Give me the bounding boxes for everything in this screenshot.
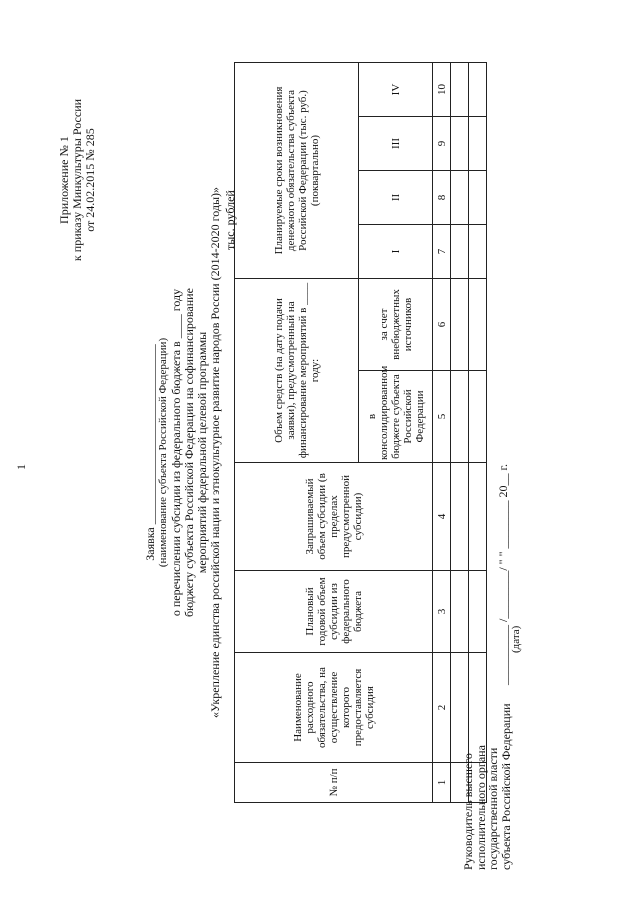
subheader-q1: I bbox=[359, 225, 433, 279]
col-number: 1 bbox=[433, 763, 451, 803]
signature-date-line: __________ /________/ " " ________ 20__ г. bbox=[496, 463, 510, 685]
signature-line-1: Руководитель высшего bbox=[461, 753, 475, 870]
header-row-1 bbox=[235, 63, 359, 803]
appendix-header bbox=[58, 20, 97, 340]
units-label: тыс. рублей bbox=[223, 190, 237, 250]
title-line-2: (наименование субъекта Российской Федерации) bbox=[157, 337, 169, 568]
subheader-consolidated-budget: в консолидированном бюджете субъекта Российской Федерации bbox=[359, 371, 433, 463]
col-number: 7 bbox=[433, 225, 451, 279]
appendix-line-3: от 24.02.2015 № 285 bbox=[83, 128, 97, 232]
signature-line-4: субъекта Российской Федерации bbox=[498, 703, 513, 870]
date-caption: (дата) bbox=[510, 625, 522, 653]
title-line-4: бюджету субъекта Российской Федерации на софинансирование bbox=[182, 288, 196, 617]
col-number: 2 bbox=[433, 653, 451, 763]
col-header-number: № п/п bbox=[235, 763, 433, 803]
application-title bbox=[144, 0, 222, 905]
col-number: 3 bbox=[433, 571, 451, 653]
col-number: 5 bbox=[433, 371, 451, 463]
subheader-q4: IV bbox=[359, 63, 433, 117]
col-header-requested-volume: Запрашиваемый объем субсидии (в пределах предусмотренной субсидии) bbox=[235, 463, 433, 571]
col-number: 9 bbox=[433, 117, 451, 171]
col-number: 4 bbox=[433, 463, 451, 571]
appendix-line-1: Приложение № 1 bbox=[57, 136, 71, 224]
signature-line-2: исполнительного органа bbox=[473, 745, 488, 870]
col-header-obligation: Наименование расходного обязательства, на осуществление которого предоставляется субсидия bbox=[235, 653, 433, 763]
subsidy-table bbox=[234, 62, 487, 803]
col-number: 10 bbox=[433, 63, 451, 117]
page-number: 1 bbox=[14, 464, 28, 470]
title-line-3: о перечислении субсидии из федерального бюджета в ____ году bbox=[169, 288, 183, 617]
title-line-1: Заявка ______________________________ bbox=[143, 344, 157, 561]
subheader-extrabudgetary: за счет внебюджетных источников bbox=[359, 279, 433, 371]
column-number-row bbox=[433, 63, 451, 803]
signature-line-3: государственной власти bbox=[486, 747, 500, 870]
col-header-annual-volume: Плановый годовой объем субсидии из федерального бюджета bbox=[235, 571, 433, 653]
appendix-line-2: к приказу Минкультуры России bbox=[70, 98, 84, 262]
col-number: 8 bbox=[433, 171, 451, 225]
title-line-5: мероприятий федеральной целевой программы bbox=[195, 331, 209, 574]
col-header-planned-terms: Планируемые сроки возникновения денежного обязательства субъекта Российской Федерации (тыс. руб.) (поквартально) bbox=[235, 63, 359, 279]
title-line-6: «Укрепление единства российской нации и этнокультурное развитие народов России (2014-2020 годы)» bbox=[208, 186, 222, 719]
col-header-funds-volume: Объем средств (на дату подачи заявки), предусмотренный на финансирование мероприятий в ____ году: bbox=[235, 279, 359, 463]
subheader-q3: III bbox=[359, 117, 433, 171]
col-number: 6 bbox=[433, 279, 451, 371]
subheader-q2: II bbox=[359, 171, 433, 225]
